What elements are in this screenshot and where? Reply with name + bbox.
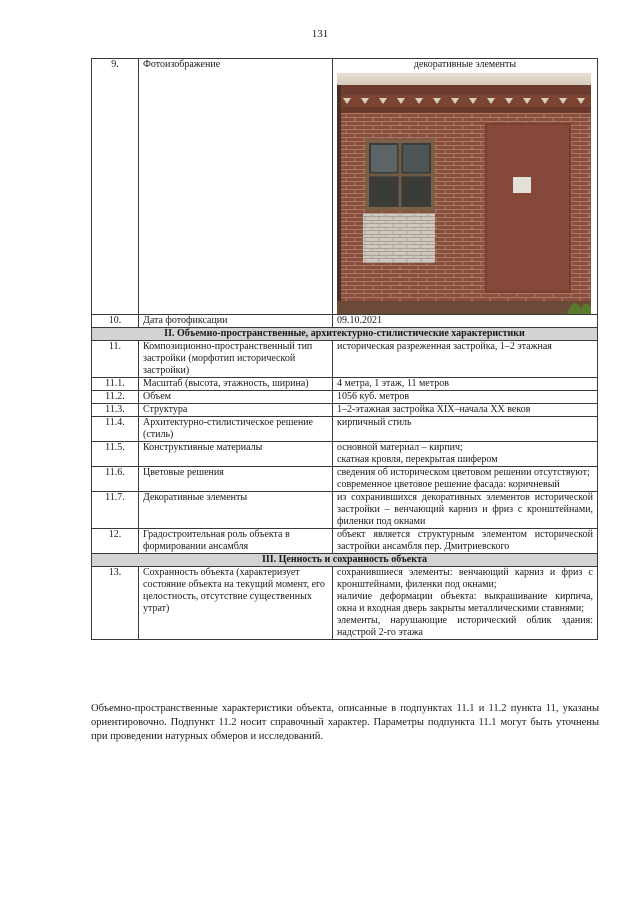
row-value: кирпичный стиль <box>333 417 598 442</box>
row-label: Структура <box>139 404 333 417</box>
row-number: 13. <box>92 567 139 640</box>
row-number: 11.3. <box>92 404 139 417</box>
row-value: 09.10.2021 <box>333 315 598 328</box>
table-row-11-1 <box>92 378 598 391</box>
table-row-11-5 <box>92 442 598 467</box>
table-row-13 <box>92 567 598 640</box>
row-label: Цветовые решения <box>139 467 333 492</box>
row-value <box>333 567 598 640</box>
row-label: Декоративные элементы <box>139 492 333 529</box>
table-row-11-4 <box>92 417 598 442</box>
row-value: 4 метра, 1 этаж, 11 метров <box>333 378 598 391</box>
row-number: 12. <box>92 529 139 554</box>
row-number: 9. <box>92 59 139 315</box>
table-row-11-3 <box>92 404 598 417</box>
table-row-9 <box>92 59 598 315</box>
row-label: Конструктивные материалы <box>139 442 333 467</box>
value-line: наличие деформации объекта: выкрашивание кирпича, окна и входная дверь закрыты металлическими ставнями; <box>337 591 593 614</box>
row-label: Объем <box>139 391 333 404</box>
footnote: Объемно-пространственные характеристики объекта, описанные в подпунктах 11.1 и 11.2 пункта 11, указаны ориентировочно. Подпункт 11.2 носит справочный характер. Параметры подпункта 11.1 могут быть уточнены при проведении натурных обмеров и исследований. <box>91 703 599 742</box>
row-value <box>333 442 598 467</box>
row-number: 11.7. <box>92 492 139 529</box>
value-line: сохранившиеся элементы: венчающий карниз и фриз с кронштейнами, филенки под окнами; <box>337 567 593 590</box>
row-number: 11.6. <box>92 467 139 492</box>
row-label: Фотоизображение <box>139 59 333 315</box>
building-facade-photo <box>337 73 591 314</box>
row-value: 1–2-этажная застройка XIX–начала XX веков <box>333 404 598 417</box>
row-number: 10. <box>92 315 139 328</box>
photo-cell <box>333 59 598 315</box>
row-label: Сохранность объекта (характеризует состояние объекта на текущий момент, его целостность, отсутствие существенных утрат) <box>139 567 333 640</box>
row-number: 11. <box>92 341 139 378</box>
value-line: основной материал – кирпич; <box>337 442 463 453</box>
row-label: Композиционно-пространственный тип застройки (морфотип исторической застройки) <box>139 341 333 378</box>
section-header-row <box>92 328 598 341</box>
photo-caption: декоративные элементы <box>413 59 517 70</box>
value-line: сведения об историческом цветовом решении отсутствуют; <box>337 467 590 478</box>
value-line: современное цветовое решение фасада: коричневый <box>337 479 560 490</box>
value-line: элементы, нарушающие исторический облик здания: надстрой 2-го этажа <box>337 615 593 638</box>
value-line: скатная кровля, перекрытая шифером <box>337 454 498 465</box>
row-value: объект является структурным элементом исторической застройки ансамбля пер. Дмитриевского <box>333 529 598 554</box>
row-number: 11.5. <box>92 442 139 467</box>
table-row-11 <box>92 341 598 378</box>
row-value: историческая разреженная застройка, 1–2 этажная <box>333 341 598 378</box>
row-label: Дата фотофиксации <box>139 315 333 328</box>
table-row-12 <box>92 529 598 554</box>
characteristics-table <box>91 58 598 640</box>
row-value: из сохранившихся декоративных элементов исторической застройки – венчающий карниз и фриз с кронштейнами, филенки под окнами <box>333 492 598 529</box>
row-number: 11.2. <box>92 391 139 404</box>
table-row-10 <box>92 315 598 328</box>
row-label: Градостроительная роль объекта в формировании ансамбля <box>139 529 333 554</box>
row-value <box>333 467 598 492</box>
table-row-11-6 <box>92 467 598 492</box>
row-value: 1056 куб. метров <box>333 391 598 404</box>
section-header-row <box>92 554 598 567</box>
table-row-11-7 <box>92 492 598 529</box>
row-label: Архитектурно-стилистическое решение (стиль) <box>139 417 333 442</box>
row-number: 11.4. <box>92 417 139 442</box>
section-2-title: II. Объемно-пространственные, архитектурно-стилистические характеристики <box>92 328 598 341</box>
row-label: Масштаб (высота, этажность, ширина) <box>139 378 333 391</box>
section-3-title: III. Ценность и сохранность объекта <box>92 554 598 567</box>
page-number: 131 <box>311 28 329 40</box>
table-row-11-2 <box>92 391 598 404</box>
row-number: 11.1. <box>92 378 139 391</box>
